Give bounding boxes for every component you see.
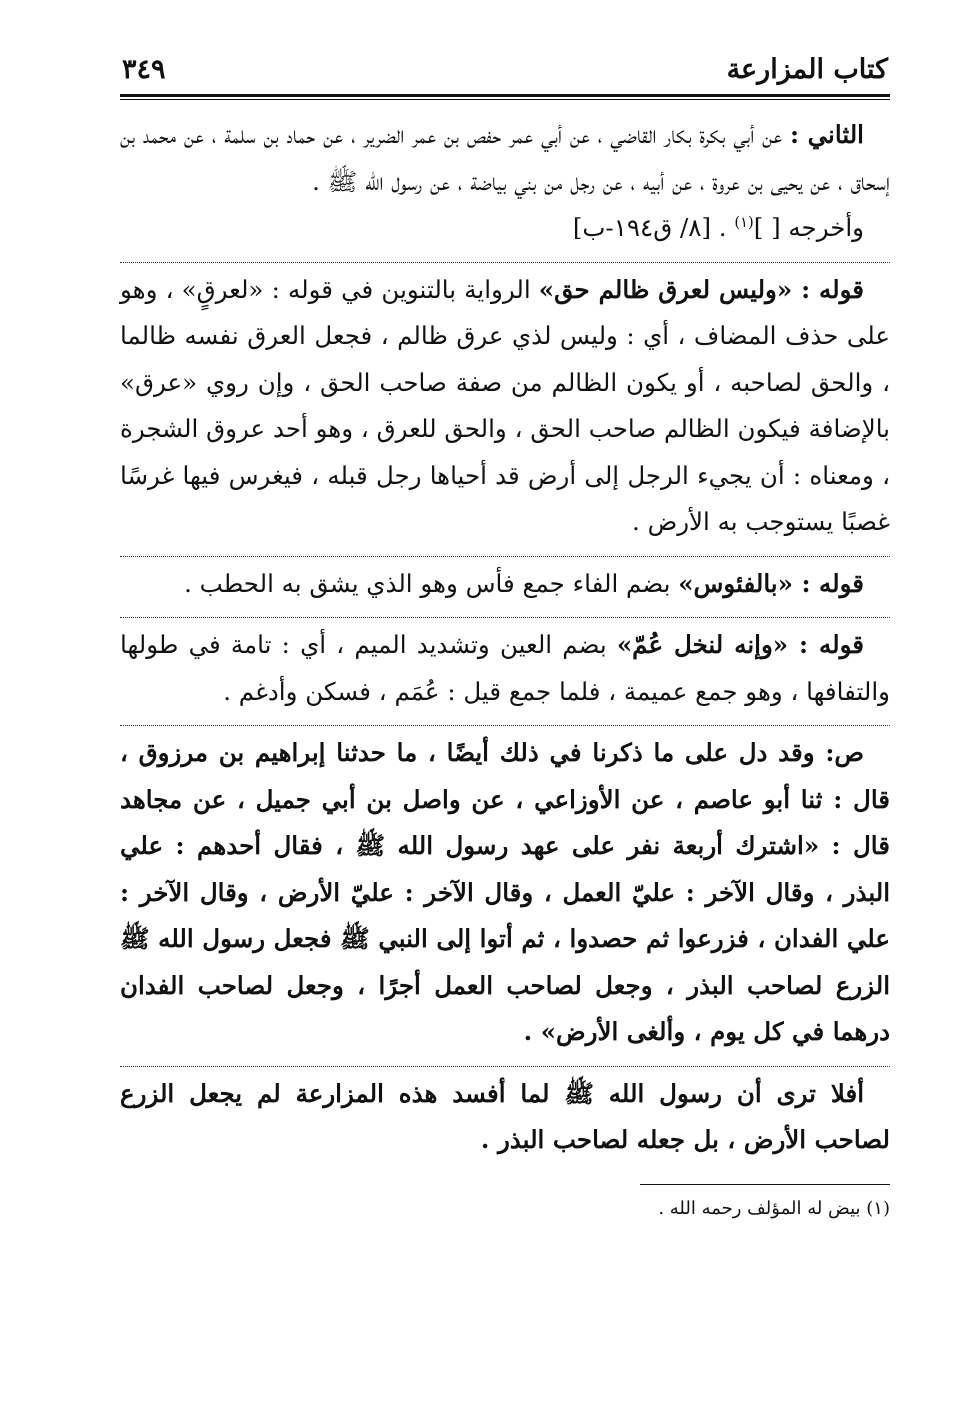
- paragraph-tail: . [٨/ ق١٩٤-ب]: [572, 213, 735, 242]
- paragraph-3: [120, 267, 890, 546]
- paragraph-1: [120, 112, 890, 205]
- paragraph-lead: قوله : «وليس لعرق ظالم حق»: [538, 274, 864, 304]
- section-divider: [120, 262, 890, 263]
- running-header: [120, 50, 890, 94]
- paragraph-text: بضم الفاء جمع فأس وهو الذي يشق به الحطب .: [184, 568, 679, 598]
- chapter-title: كتاب المزارعة: [726, 54, 888, 85]
- paragraph-text: عن أبي بكرة بكار القاضي ، عن أبي عمر حفص بن عمر الضرير ، عن حماد بن سلمة ، عن محمد بن إسحاق ، عن يحيى بن عروة ، عن أبيه ، عن رجل من بني بياضة ، عن رسول الله ﷺ .: [120, 120, 890, 196]
- paragraph-text: وأخرجه [ ]: [753, 213, 864, 242]
- paragraph-7: [120, 1071, 890, 1164]
- paragraph-text: بضم العين وتشديد الميم ، أي : تامة في طولها والتفافها ، وهو جمع عميمة ، فلما جمع قيل : عُمَم ، فسكن وأدغم .: [120, 630, 890, 706]
- paragraph-5: [120, 622, 890, 715]
- footnote-rule: [640, 1184, 890, 1185]
- paragraph-4: [120, 561, 890, 608]
- section-divider: [120, 1066, 890, 1067]
- page-body: [120, 50, 890, 1223]
- section-divider: [120, 556, 890, 557]
- paragraph-text: ص: وقد دل على ما ذكرنا في ذلك أيضًا ، ما حدثنا إبراهيم بن مرزوق ، قال : ثنا أبو عاصم ، عن الأوزاعي ، عن واصل بن أبي جميل ، عن مجاهد قال : «اشترك أربعة نفر على عهد رسول الله ﷺ ، فقال أحدهم : علي البذر ، وقال الآخر : عليّ العمل ، وقال الآخر : عليّ الأرض ، وقال الآخر : علي الفدان ، فزرعوا ثم حصدوا ، ثم أتوا إلى النبي ﷺ فجعل رسول الله ﷺ الزرع لصاحب البذر ، وجعل لصاحب العمل أجرًا ، وجعل لصاحب الفدان درهما في كل يوم ، وألغى الأرض» .: [120, 738, 890, 1046]
- paragraph-text: أفلا ترى أن رسول الله ﷺ لما أفسد هذه المزارعة لم يجعل الزرع لصاحب الأرض ، بل جعله لصاحب البذر .: [120, 1078, 890, 1154]
- footnote: (١) بيض له المؤلف رحمه الله .: [658, 1197, 890, 1219]
- paragraph-lead: قوله : «بالفئوس»: [678, 568, 864, 598]
- section-divider: [120, 617, 890, 618]
- section-divider: [120, 725, 890, 726]
- paragraph-lead: الثاني :: [789, 120, 864, 149]
- paragraph-lead: قوله : «وإنه لنخل عُمّ»: [616, 630, 864, 659]
- paragraph-2: [120, 205, 890, 252]
- footnote-ref: (١): [734, 213, 754, 231]
- paragraph-text: الرواية بالتنوين في قوله : «لعرقٍ» ، وهو على حذف المضاف ، أي : وليس لذي عرق ظالم ، فجعل العرق نفسه ظالما ، والحق لصاحبه ، أو يكون الظالم من صفة صاحب الحق ، وإن روي «عرق» بالإضافة فيكون الظالم صاحب الحق ، والحق للعرق ، وهو أحد عروق الشجرة ، ومعناه : أن يجيء الرجل إلى أرض قد أحياها رجل قبله ، فيغرس فيها غرسًا غصبًا يستوجب به الأرض .: [120, 274, 890, 536]
- page-number: ٣٤٩: [122, 54, 166, 85]
- header-rule: [120, 94, 890, 100]
- paragraph-6: [120, 730, 890, 1056]
